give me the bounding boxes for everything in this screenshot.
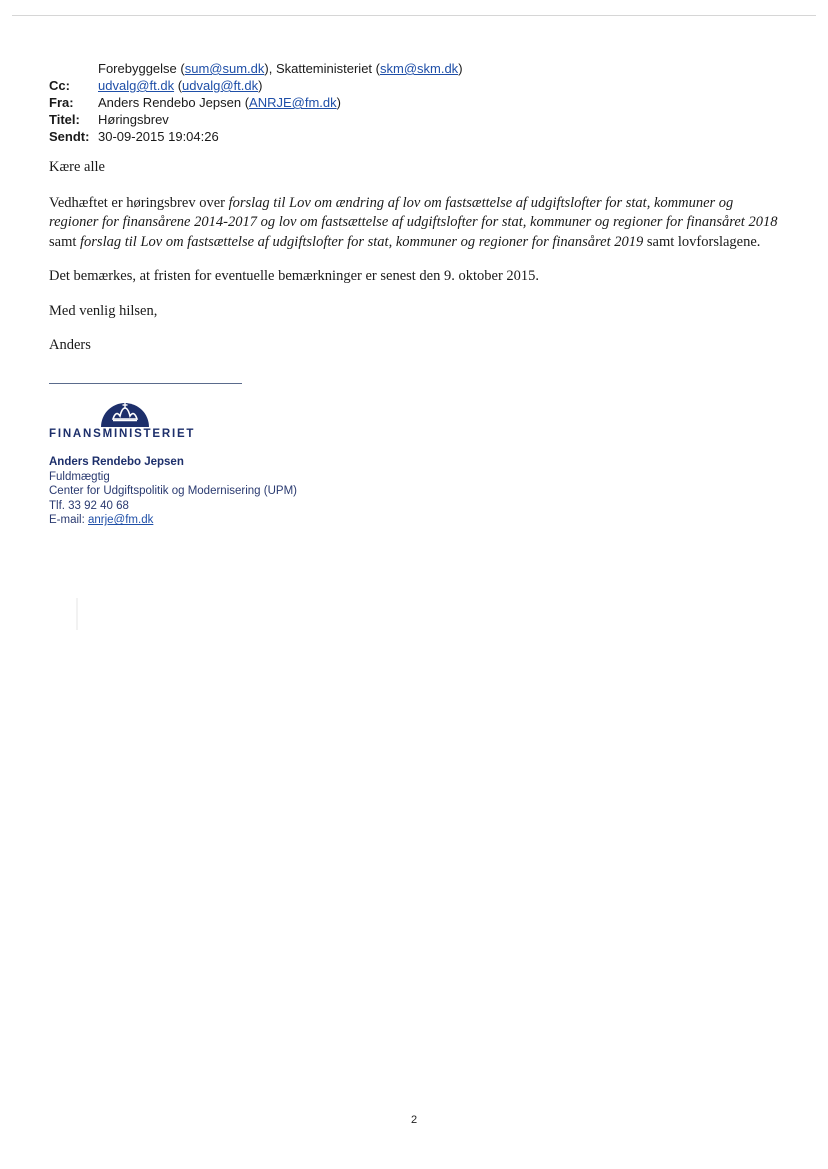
from-label: Fra: bbox=[49, 95, 74, 110]
recipients-text-mid: ), Skatteministeriet ( bbox=[264, 61, 380, 76]
title-row bbox=[49, 111, 463, 128]
signature-department: Center for Udgiftspolitik og Modernisering (UPM) bbox=[49, 485, 297, 498]
para1-text-3: samt lovforslagene. bbox=[643, 233, 761, 250]
top-divider bbox=[12, 15, 816, 16]
title-value: Høringsbrev bbox=[98, 112, 169, 127]
page-number: 2 bbox=[410, 1114, 418, 1126]
para1-bill-title-1: forslag til Lov om ændring af lov om fastsættelse af udgiftslofter for stat, kommuner og regioner for finansårene 2014-2017 og lov om fastsættelse af udgiftslofter for stat, kommuner og regioner for finansåret 2018 bbox=[49, 194, 778, 230]
cc-text-mid: ( bbox=[174, 78, 183, 93]
signature-email-label: E-mail: bbox=[49, 514, 88, 527]
signature-email-row bbox=[49, 513, 297, 528]
title-label: Titel: bbox=[49, 112, 80, 127]
greeting: Kære alle bbox=[49, 159, 105, 175]
closing: Med venlig hilsen, bbox=[49, 302, 158, 319]
sent-row bbox=[49, 128, 463, 145]
email-header bbox=[49, 60, 463, 145]
body-paragraph-deadline: Det bemærkes, at fristen for eventuelle bemærkninger er senest den 9. oktober 2015. bbox=[49, 268, 540, 284]
signature-role: Fuldmægtig bbox=[49, 470, 110, 483]
cc-email-link-secondary[interactable]: udvalg@ft.dk bbox=[182, 78, 259, 93]
recipients-continuation-row bbox=[49, 60, 463, 77]
sent-label: Sendt: bbox=[49, 129, 90, 144]
signoff: Anders bbox=[49, 337, 91, 353]
para1-text-1: Vedhæftet er høringsbrev over bbox=[49, 194, 229, 211]
para1-bill-title-2: forslag til Lov om fastsættelse af udgiftslofter for stat, kommuner og regioner for finansåret 2019 bbox=[80, 233, 644, 250]
cc-text-post: ) bbox=[258, 78, 263, 93]
recipient-email-link-skm[interactable]: skm@skm.dk bbox=[379, 61, 459, 76]
recipients-text-pre: Forebyggelse ( bbox=[98, 61, 185, 76]
recipients-text-post: ) bbox=[458, 61, 463, 76]
scan-artifact bbox=[76, 598, 78, 630]
recipient-email-link-sum[interactable]: sum@sum.dk bbox=[184, 61, 265, 76]
crown-emblem-icon bbox=[99, 399, 151, 427]
para1-text-2: samt bbox=[49, 233, 81, 250]
signature-name: Anders Rendebo Jepsen bbox=[49, 456, 184, 468]
from-text-post: ) bbox=[336, 95, 341, 110]
signature-email-link[interactable]: anrje@fm.dk bbox=[87, 514, 154, 527]
signature-divider bbox=[49, 383, 242, 384]
body-paragraph-attachment bbox=[49, 194, 779, 253]
from-email-link[interactable]: ANRJE@fm.dk bbox=[249, 95, 337, 110]
cc-email-link[interactable]: udvalg@ft.dk bbox=[98, 78, 175, 93]
from-name: Anders Rendebo Jepsen ( bbox=[98, 95, 250, 110]
from-row bbox=[49, 94, 463, 111]
sent-value: 30-09-2015 19:04:26 bbox=[98, 129, 219, 144]
ministry-logo-text: FINANSMINISTERIET bbox=[49, 428, 196, 440]
cc-label: Cc: bbox=[49, 78, 70, 93]
email-body bbox=[49, 158, 779, 356]
signature-phone: Tlf. 33 92 40 68 bbox=[49, 499, 129, 512]
cc-row bbox=[49, 77, 463, 94]
signature-block bbox=[49, 455, 297, 528]
